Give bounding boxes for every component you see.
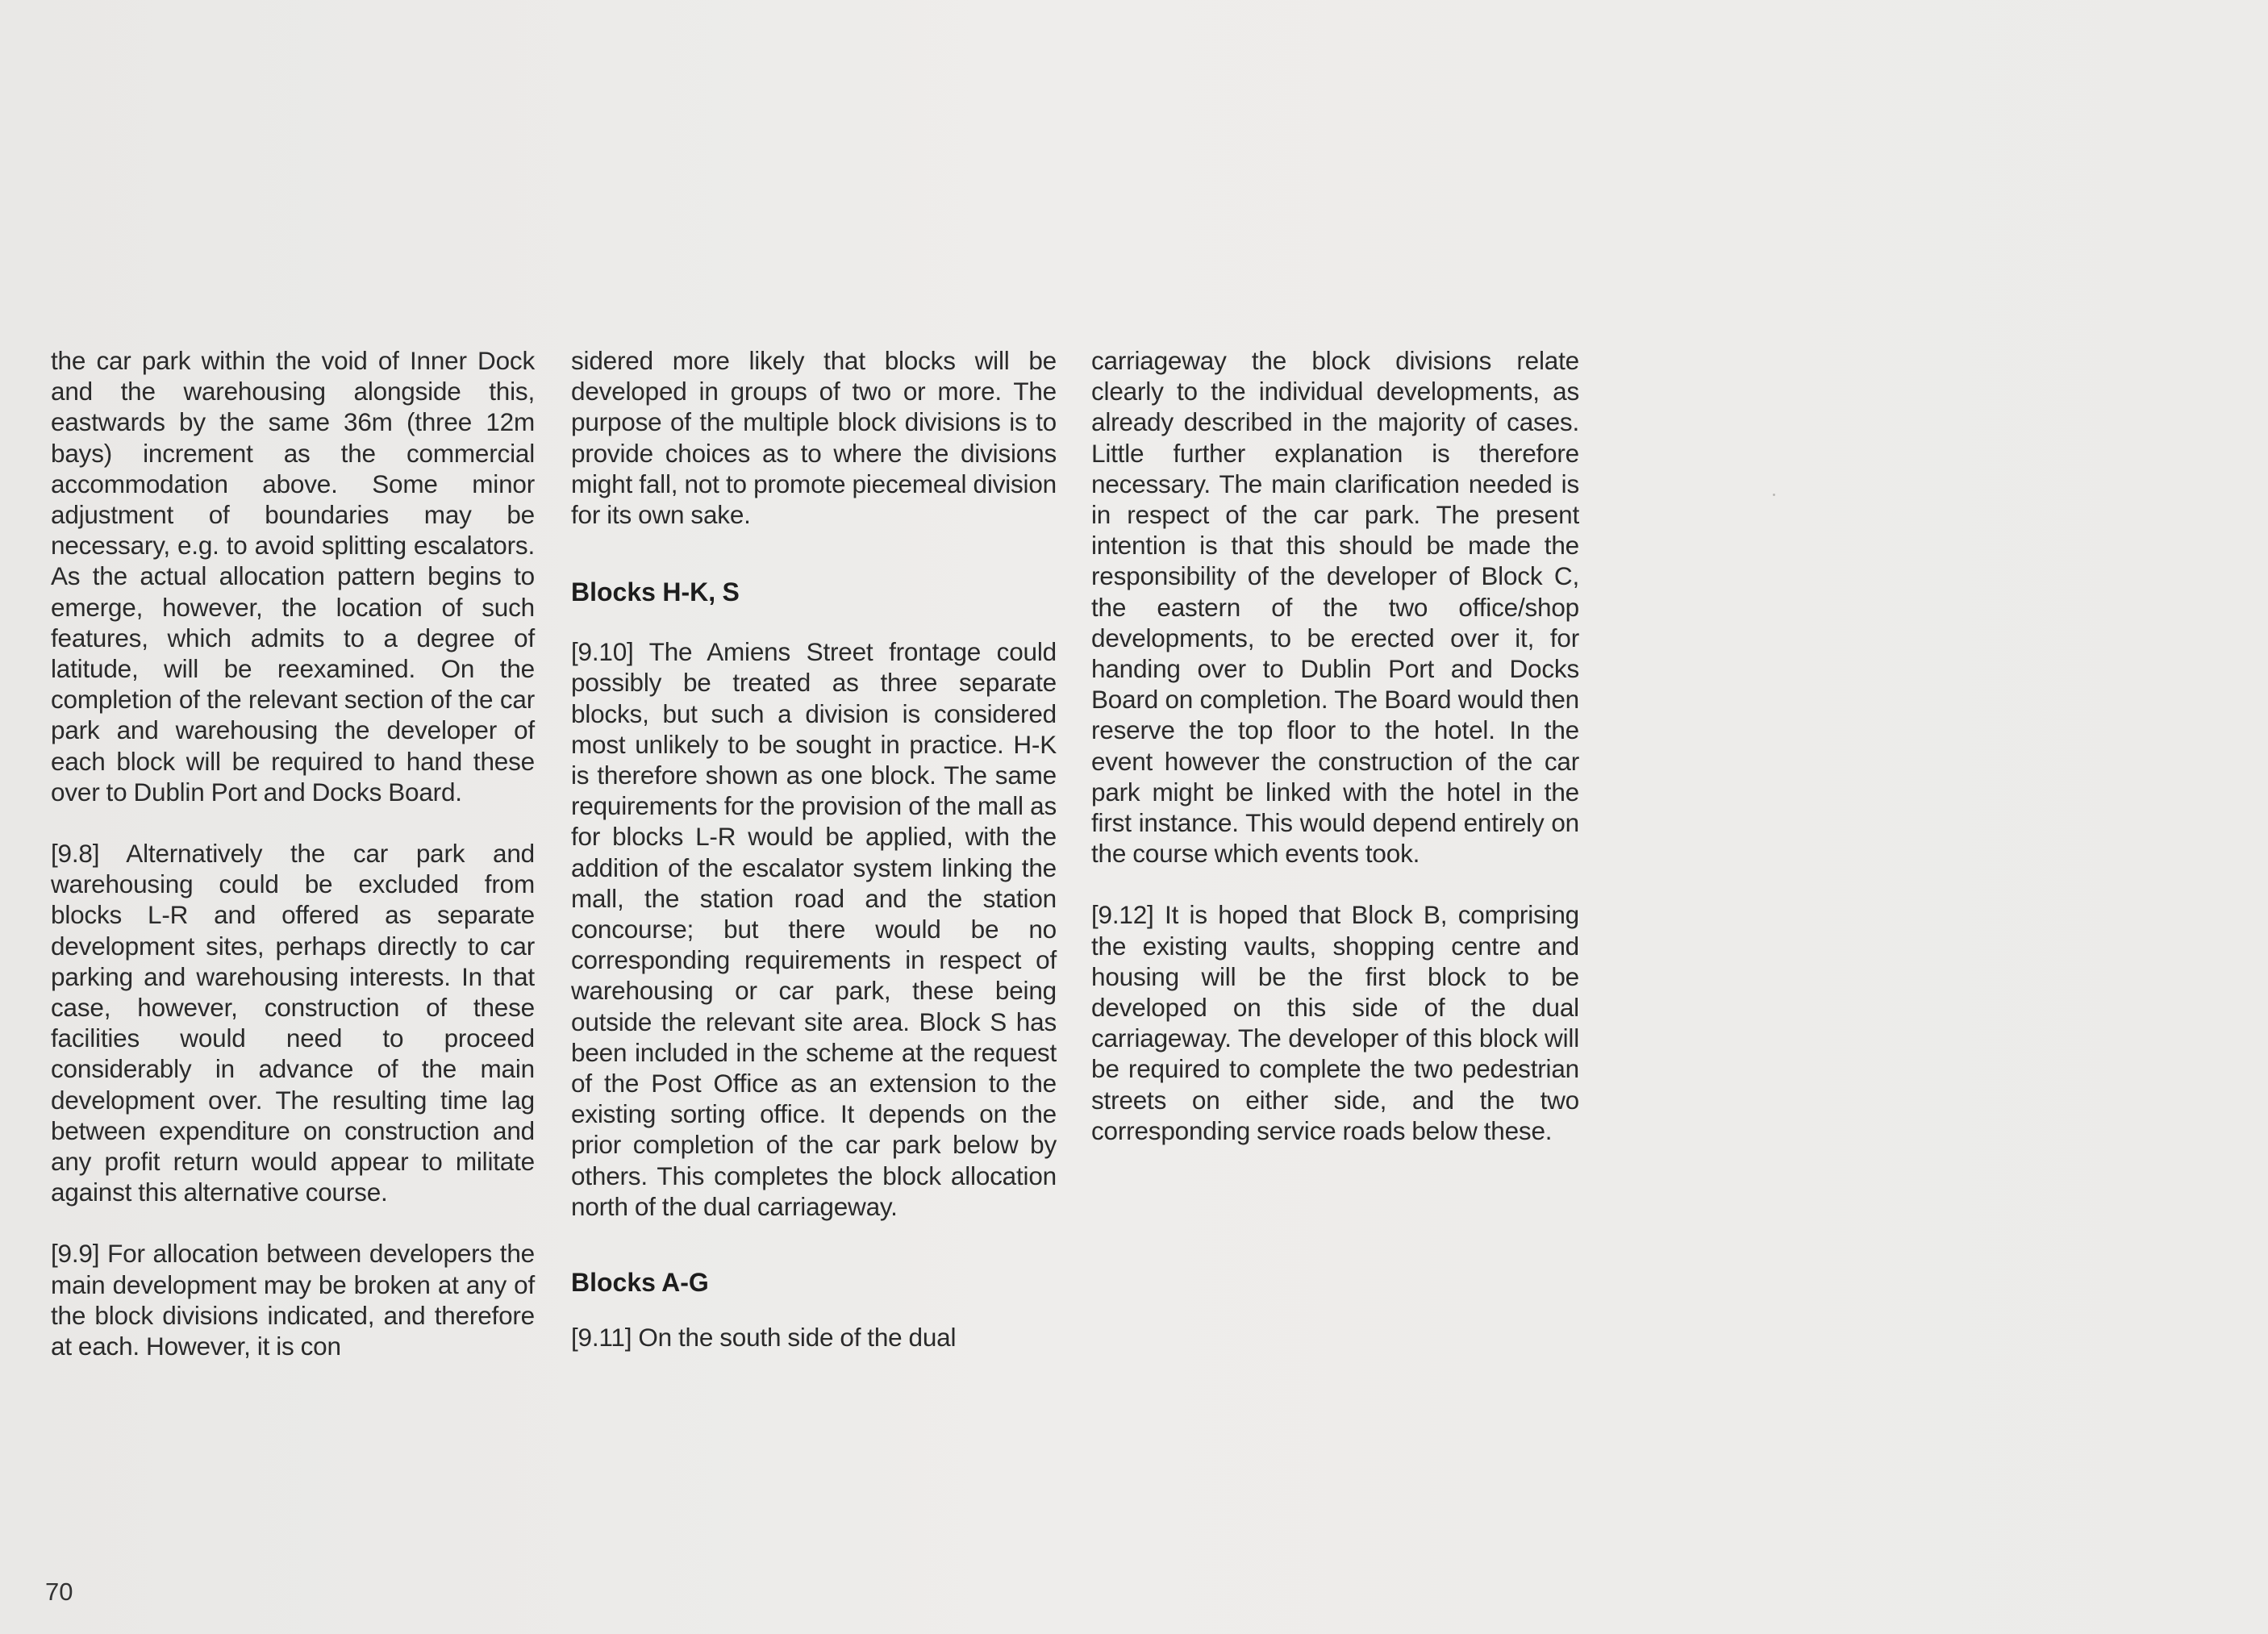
heading-blocks-h-k-s: Blocks H-K, S: [571, 577, 740, 607]
paragraph-9-10: [9.10] The Amiens Street frontage could possibly be treated as three separate blocks, but such a division is considered most unlikely to be sought in practice. H-K is therefore shown as one block. The same requirements for the provision of the mall as for blocks L-R would be applied, with the addition of the escalator system linking the mall, the station road and the station concourse; but there would be no corresponding requirements in respect of warehousing or car park, these being outside the relevant site area. Block S has been included in the scheme at the request of the Post Office as an extension to the existing sorting office. It depends on the prior completion of the car park below by others. This completes the block allocation north of the dual carriageway.: [571, 637, 1057, 1221]
text-column-2: [571, 345, 1057, 1383]
paragraph-9-11: [9.11] On the south side of the dual: [571, 1323, 957, 1353]
speck-mark: [1773, 494, 1775, 496]
text-column-1: [51, 345, 535, 1392]
paragraph-9-8: [9.8] Alternatively the car park and warehousing could be excluded from blocks L-R and offered as separate development sites, perhaps directly to car parking and warehousing interests. In that case, however, construction of these facilities would need to proceed considerably in advance of the main development over. The resulting time lag between expenditure on construction and any profit return would appear to militate against this alternative course.: [51, 839, 535, 1207]
paragraph-9-9: [9.9] For allocation between developers the main development may be broken at any of the block divisions indicated, and therefore at each. However, it is con: [51, 1239, 535, 1361]
paragraph-9-12: [9.12] It is hoped that Block B, comprising the existing vaults, shopping centre and housing will be the first block to be developed on this side of the dual carriageway. The developer of this block will be required to complete the two pedestrian streets on either side, and the two corresponding service roads below these.: [1091, 900, 1579, 1145]
page-number: 70: [45, 1578, 73, 1606]
paragraph-continued: the car park within the void of Inner Dock and the warehousing alongside this, eastwards by the same 36m (three 12m bays) increment as the commercial accommodation above. Some minor adjustment of boundaries may be necessary, e.g. to avoid splitting escalators. As the actual allocation pattern begins to emerge, however, the location of such features, which admits to a degree of latitude, will be reexamined. On the completion of the relevant section of the car park and warehousing the developer of each block will be required to hand these over to Dublin Port and Docks Board.: [51, 346, 535, 807]
heading-blocks-a-g: Blocks A-G: [571, 1268, 709, 1298]
paragraph-9-9-continued: sidered more likely that blocks will be developed in groups of two or more. The purpose of the multiple block divisions is to provide choices as to where the divisions might fall, not to promote piecemeal division for its own sake.: [571, 346, 1057, 530]
text-column-3: [1091, 345, 1579, 1177]
paragraph-9-11-continued: carriageway the block divisions relate clearly to the individual developments, as already described in the majority of cases. Little further explanation is therefore necessary. The main clarification needed is in respect of the car park. The present intention is that this should be made the responsibility of the developer of Block C, the eastern of the two office/shop developments, to be erected over it, for handing over to Dublin Port and Docks Board on completion. The Board would then reserve the top floor to the hotel. In the event however the construction of the car park might be linked with the hotel in the first instance. This would depend entirely on the course which events took.: [1091, 346, 1579, 869]
